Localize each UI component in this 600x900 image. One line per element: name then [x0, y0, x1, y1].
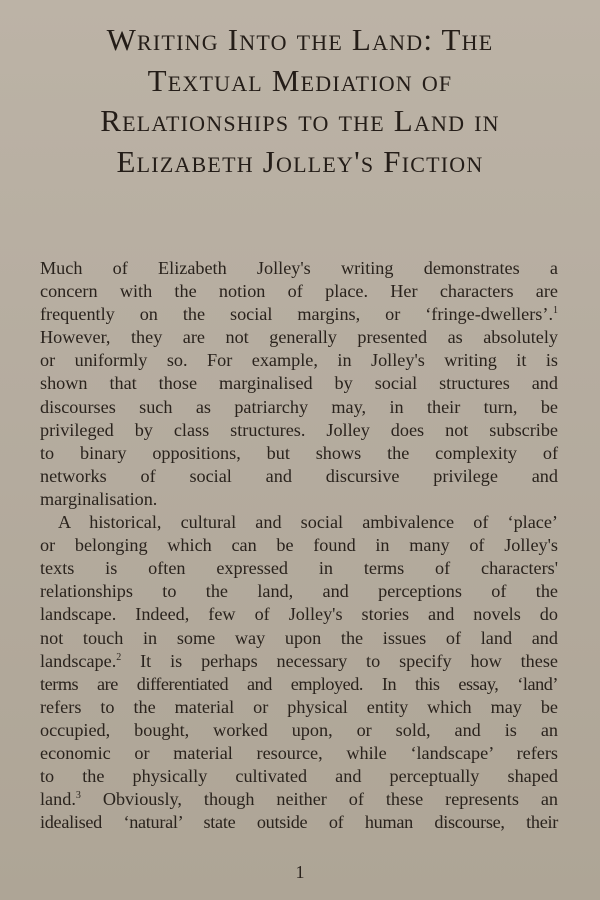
text-line: networks of social and discursive privilege and — [40, 465, 558, 486]
text-segment: frequently on the social margins, or ‘fringe-dwellers’. — [40, 304, 553, 325]
text-line: to the physically cultivated and perceptually shaped — [40, 766, 558, 787]
text-line: concern with the notion of place. Her characters are — [40, 281, 558, 302]
title-line: Textual Mediation of — [147, 62, 453, 98]
text-line: texts is often expressed in terms of characters' — [40, 558, 558, 579]
title-line: Relationships to the Land in — [100, 103, 500, 138]
text-line — [40, 650, 558, 673]
text-line: terms are differentiated and employed. In this essay, ‘land’ — [40, 673, 558, 694]
chapter-title — [0, 20, 600, 182]
text-line — [40, 303, 558, 326]
footnote-mark[interactable]: 1 — [553, 305, 558, 317]
text-segment: land. — [40, 789, 76, 810]
paragraph — [40, 511, 558, 834]
footnote-mark[interactable]: 3 — [75, 790, 81, 802]
text-line: idealised ‘natural’ state outside of human discourse, their — [40, 812, 558, 833]
text-line: privileged by class structures. Jolley does not subscribe — [40, 419, 558, 440]
title-line: Writing Into the Land: The — [106, 22, 494, 57]
text-line: A historical, cultural and social ambivalence of ‘place’ — [58, 512, 558, 533]
text-line: discourses such as patriarchy may, in their turn, be — [40, 396, 558, 417]
paragraph — [40, 257, 558, 511]
text-line: relationships to the land, and perceptions of the — [40, 581, 558, 602]
text-line: occupied, bought, worked upon, or sold, and is an — [40, 719, 558, 740]
footnote-mark[interactable]: 2 — [116, 651, 122, 663]
page-number: 1 — [295, 862, 305, 882]
text-line: or belonging which can be found in many of Jolley's — [40, 535, 558, 556]
body-text — [40, 257, 558, 834]
text-line: or uniformly so. For example, in Jolley's writing it is — [40, 350, 558, 371]
text-segment: It is perhaps necessary to specify how these — [140, 650, 559, 671]
text-line: However, they are not generally presented as absolutely — [40, 327, 558, 348]
text-line: shown that those marginalised by social structures and — [40, 373, 558, 394]
text-line: to binary oppositions, but shows the complexity of — [40, 442, 558, 463]
text-line: refers to the material or physical entity which may be — [40, 696, 558, 717]
text-segment: landscape. — [40, 650, 117, 671]
text-line: economic or material resource, while ‘landscape’ refers — [40, 742, 558, 763]
text-line: marginalisation. — [40, 488, 158, 509]
text-segment: Obviously, though neither of these represents an — [102, 789, 558, 810]
text-line: Much of Elizabeth Jolley's writing demonstrates a — [40, 258, 558, 278]
text-line: landscape. Indeed, few of Jolley's stories and novels do — [40, 604, 558, 625]
text-line — [40, 788, 558, 811]
title-line: Elizabeth Jolley's Fiction — [116, 143, 484, 179]
text-line: not touch in some way upon the issues of land and — [40, 627, 558, 648]
